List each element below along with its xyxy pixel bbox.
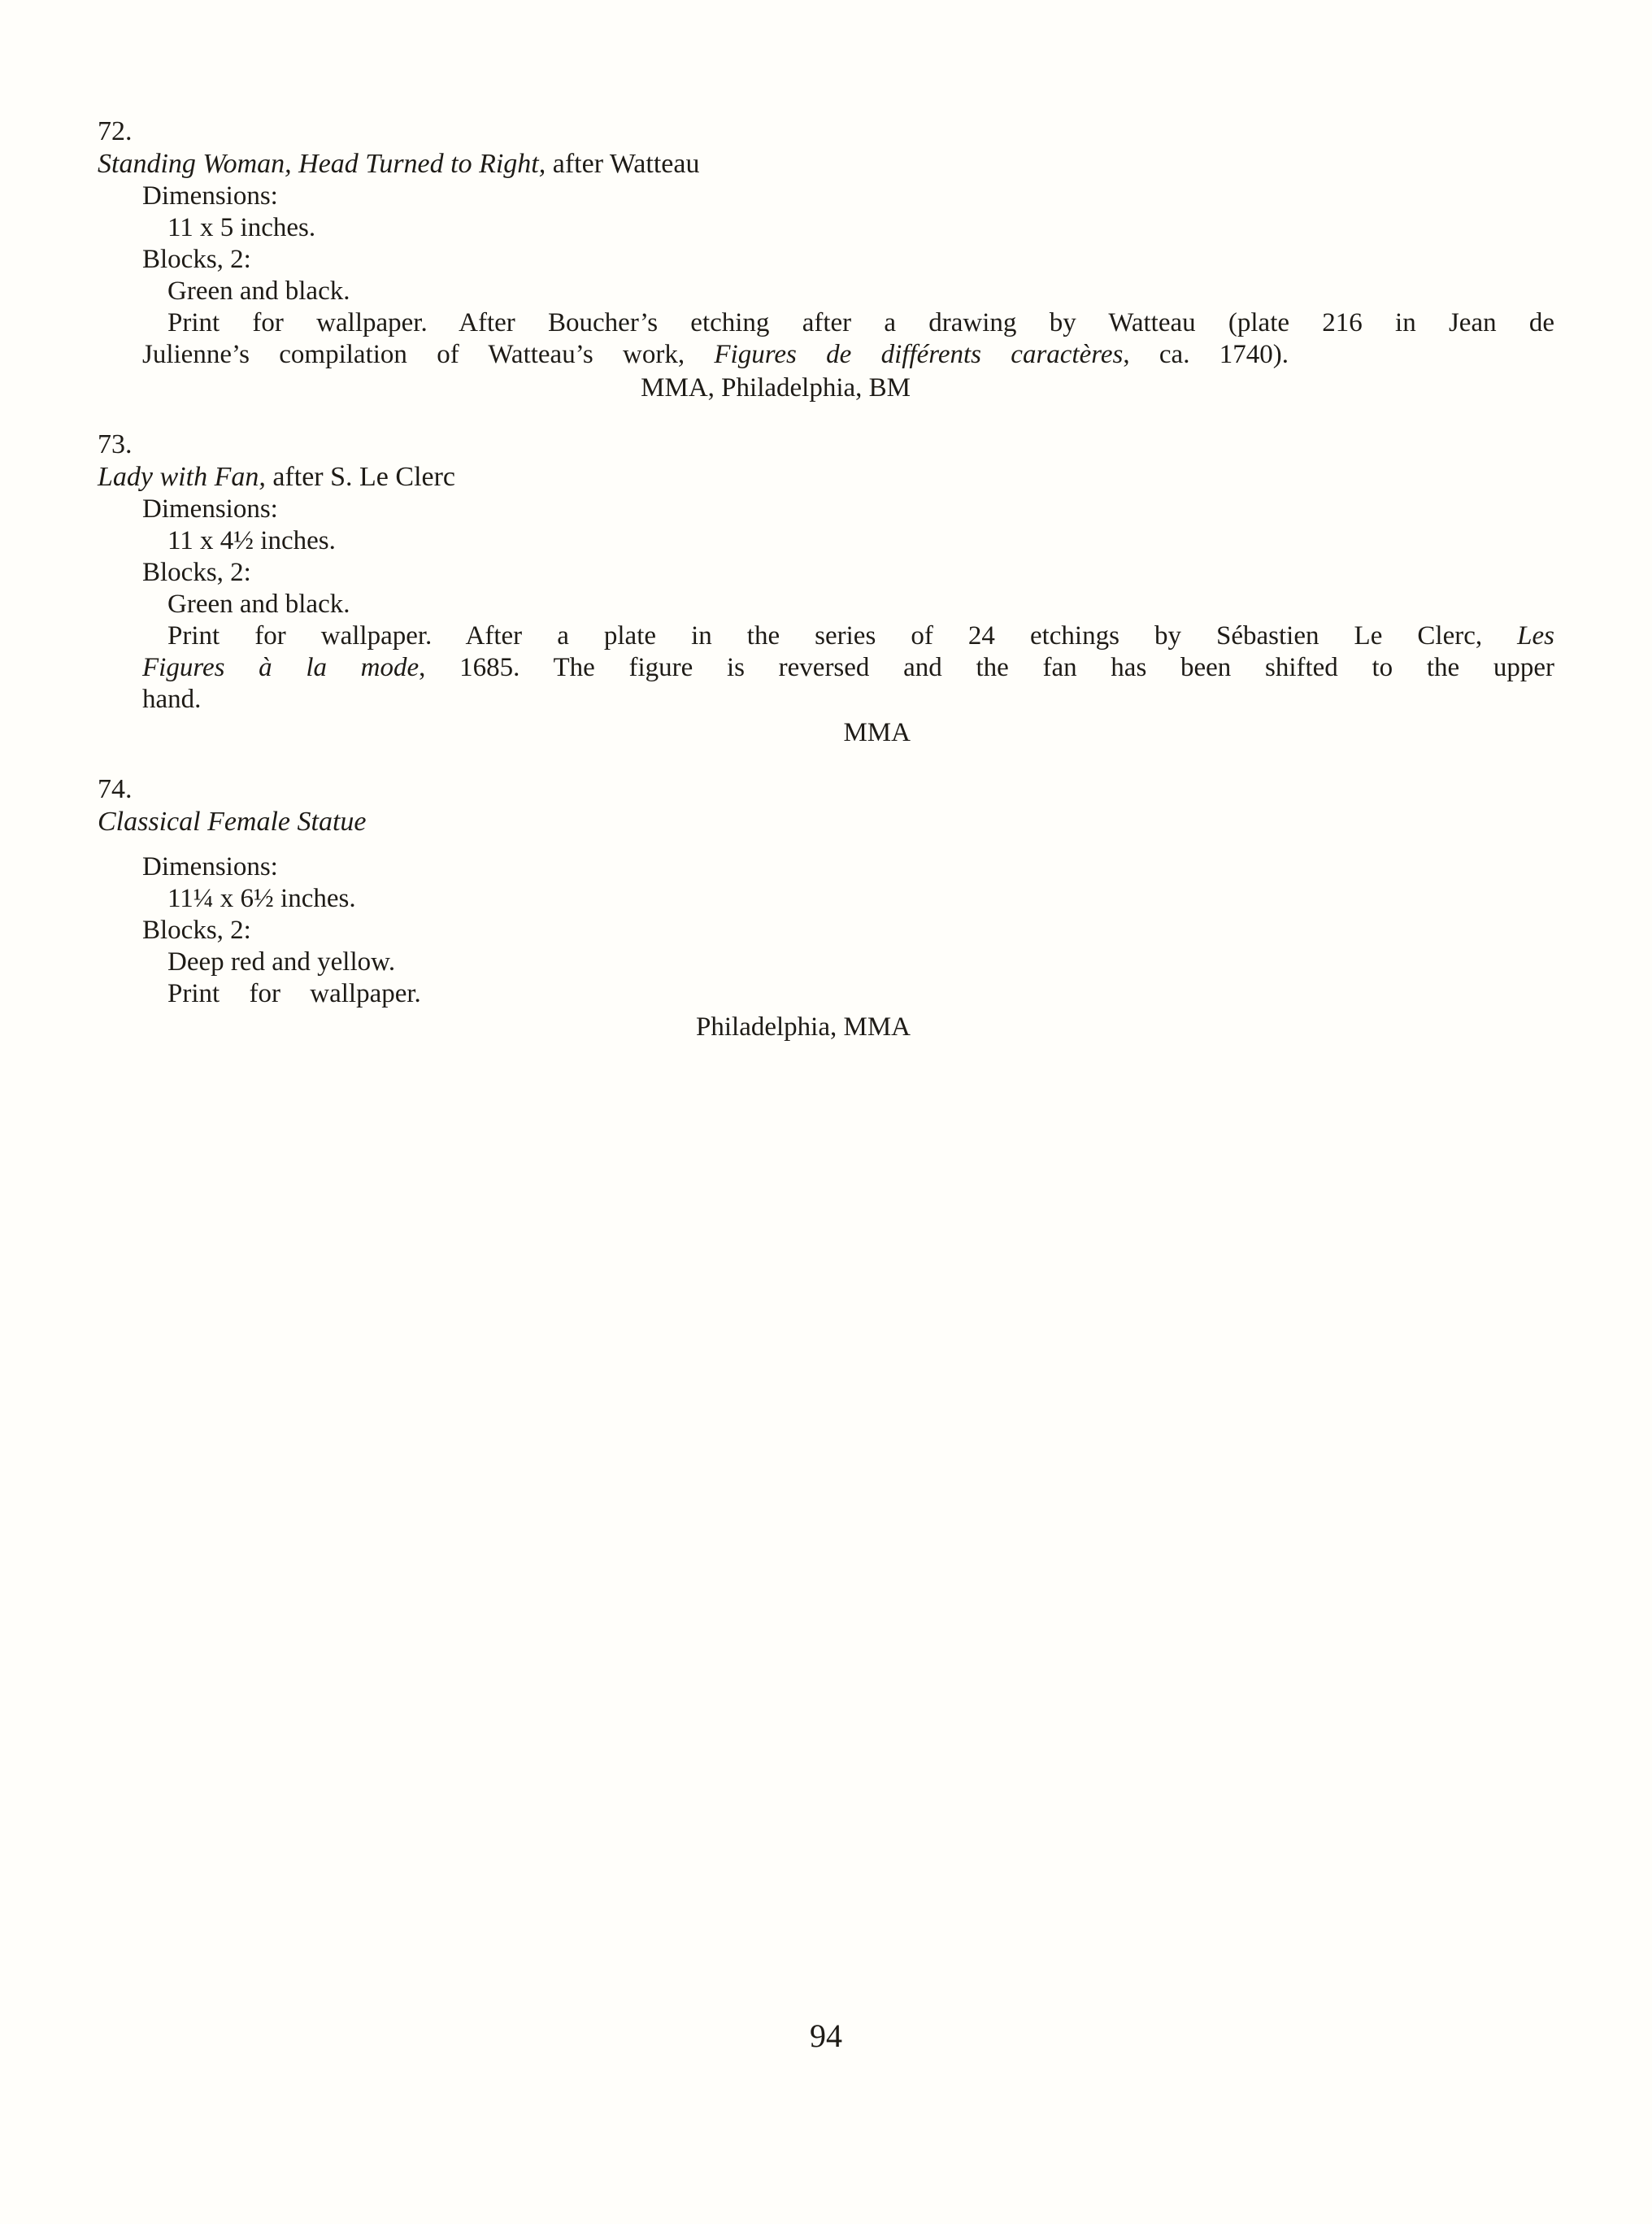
blocks-label: Blocks, 2:	[142, 558, 251, 587]
blocks-label: Blocks, 2:	[142, 245, 251, 274]
credit-line: Philadelphia, MMA	[696, 1012, 911, 1042]
entry-title-italic: Lady with Fan,	[98, 462, 266, 492]
entry-number: 74.	[98, 774, 133, 804]
entry-title-italic: Classical Female Statue	[98, 807, 367, 837]
blocks-value: Green and black.	[167, 276, 350, 306]
catalog-entry-74	[98, 773, 1554, 1043]
blocks-value: Green and black.	[167, 590, 350, 619]
description-segment: Print for wallpaper. After Boucher’s etching after a drawing by Watteau (plate 216 in Jean de Julienne’s compilation of Watteau’s work,	[142, 308, 1554, 369]
catalog-page-content	[98, 115, 1554, 1068]
description-segment: , ca. 1740).	[1123, 340, 1289, 369]
entry-description	[142, 620, 1554, 716]
catalog-entry-72	[98, 115, 1554, 404]
dimensions-value: 11 x 5 inches.	[167, 213, 316, 242]
description-segment: Print for wallpaper.	[167, 979, 421, 1008]
entry-title-italic: Standing Woman, Head Turned to Right,	[98, 149, 546, 179]
description-segment-italic: Les Figures à la mode	[142, 621, 1554, 682]
entry-description	[142, 978, 1554, 1010]
credit-line: MMA	[843, 718, 911, 747]
entry-title	[98, 460, 1554, 494]
entry-title-roman: after Watteau	[546, 149, 700, 179]
entry-title	[98, 805, 1554, 838]
dimensions-label: Dimensions:	[142, 852, 278, 881]
page-number: 94	[810, 2017, 842, 2054]
description-segment: , 1685. The figure is reversed and the fan has been shifted to the upper hand.	[142, 653, 1554, 714]
blocks-value: Deep red and yellow.	[167, 947, 396, 977]
dimensions-label: Dimensions:	[142, 494, 278, 524]
entry-number: 72.	[98, 116, 133, 146]
entry-title	[98, 147, 1554, 181]
dimensions-value: 11¼ x 6½ inches.	[167, 884, 356, 913]
dimensions-label: Dimensions:	[142, 181, 278, 211]
dimensions-value: 11 x 4½ inches.	[167, 526, 336, 555]
blocks-label: Blocks, 2:	[142, 916, 251, 945]
entry-description	[142, 307, 1554, 371]
catalog-entry-73	[98, 429, 1554, 749]
entry-number: 73.	[98, 429, 133, 459]
credit-line: MMA, Philadelphia, BM	[641, 373, 911, 403]
entry-title-roman: after S. Le Clerc	[265, 462, 456, 492]
description-segment: Print for wallpaper. After a plate in the series of 24 etchings by Sébastien Le Clerc,	[167, 621, 1518, 651]
description-segment-italic: Figures de différents caractères	[714, 340, 1124, 369]
